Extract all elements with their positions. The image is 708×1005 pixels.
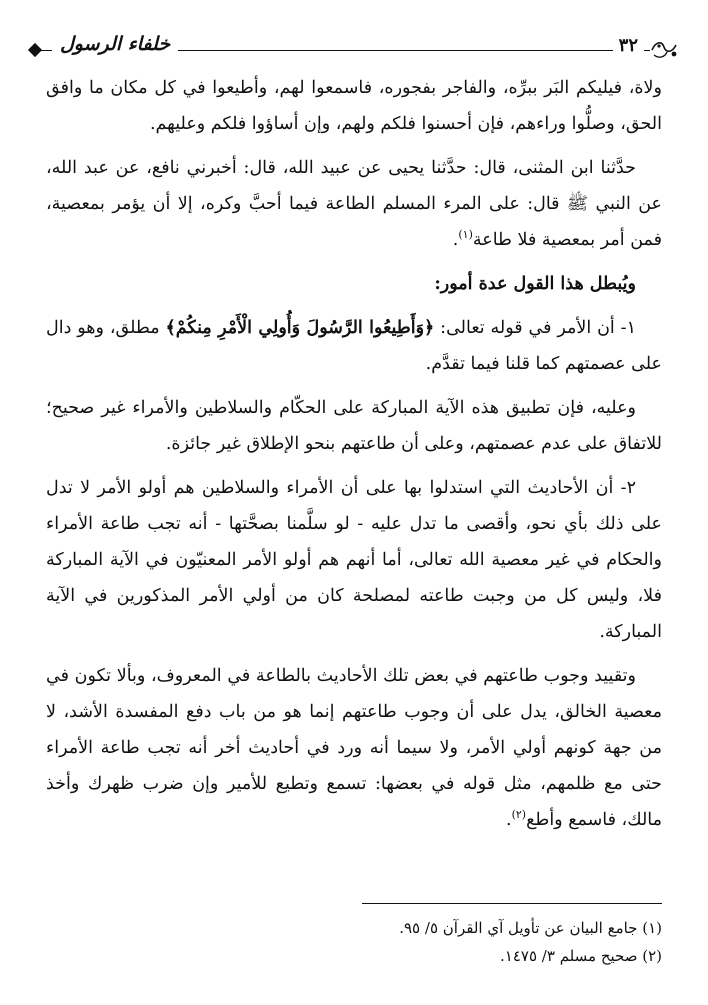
paragraph-text: وتقييد وجوب طاعتهم في بعض تلك الأحاديث بالطاعة في المعروف، وبألا تكون في معصية الخالق، يدل على أن وجوب طاعتهم إنما هو من باب دفع المفسدة الأشد، لا من جهة كونهم أولي الأمر، ولا سيما أنه ورد في أحاديث أخر أنه تجب طاعة الأمراء حتى مع ظلمهم، مثل قوله في بعضها: تسمع وتطيع للأمير وإن ضرب ظهرك وأخذ مالك، فاسمع وأطع [46, 666, 662, 830]
page-number: ٣٢ [613, 35, 644, 56]
paragraph: وعليه، فإن تطبيق هذه الآية المباركة على الحكّام والسلاطين والأمراء غير صحيح؛ للاتفاق على عدم عصمتهم، وعلى أن طاعتهم بنحو الإطلاق غير جائزة. [46, 398, 662, 454]
footnotes [46, 914, 662, 970]
footnote: (١) جامع البيان عن تأويل آي القرآن ٥/ ٩٥. [399, 919, 662, 937]
floral-ornament-icon [650, 37, 680, 63]
footnote-reference: (١) [458, 228, 473, 242]
section-heading: ويُبطل هذا القول عدة أمور: [434, 274, 636, 294]
paragraph-text: مطلق، وهو دال على عصمتهم كما قلنا فيما تقدَّم. [46, 318, 662, 374]
body-text [46, 70, 662, 846]
footnote-reference: (٢) [511, 808, 527, 822]
book-title: خلفاء الرسول [52, 33, 178, 55]
paragraph-text: ١- أن الأمر في قوله تعالى: [434, 318, 636, 338]
paragraph: ٢- أن الأحاديث التي استدلوا بها على أن الأمراء والسلاطين هم أولو الأمر لا تدل على ذلك بأي نحو، وأقصى ما تدل عليه - لو سلَّمنا بصحَّتها - أنه تجب طاعة الأمراء والحكام في غير معصية الله تعالى، أما أنهم هم أولو الأمر المعنيّون في الآية المباركة فلا، وليس كل من وجبت طاعته لمصلحة كان من أولي الأمر المذكورين في الآية المباركة. [46, 478, 662, 642]
quran-verse: ﴿وَأَطِيعُوا الرَّسُولَ وَأُولِي الْأَمْرِ مِنكُمْ﴾ [165, 318, 435, 338]
diamond-ornament-icon [28, 43, 42, 57]
paragraph-text: حدَّثنا ابن المثنى، قال: حدَّثنا يحيى عن عبيد الله، قال: أخبرني نافع، عن عبد الله، عن النبي ﷺ قال: على المرء المسلم الطاعة فيما أحبَّ وكره، إلا أن يؤمر بمعصية، فمن أمر بمعصية فلا طاعة [46, 158, 662, 250]
paragraph [46, 310, 662, 382]
paragraph: وتقييد وجوب طاعتهم في بعض تلك الأحاديث بالطاعة في المعروف، وبألا تكون في معصية الخالق، يدل على أن وجوب طاعتهم إنما هو من باب دفع المفسدة الأشد، لا من جهة كونهم أولي الأمر، ولا سيما أنه ورد في أحاديث أخر أنه تجب طاعة الأمراء حتى مع ظلمهم، مثل قوله في بعضها: تسمع وتطيع للأمير وإن ضرب ظهرك وأخذ مالك، فاسمع وأطع$^{(٢)}$. [46, 666, 662, 830]
footnote-separator [362, 903, 662, 904]
footnote: (٢) صحيح مسلم ٣/ ١٤٧٥. [500, 947, 662, 965]
paragraph: ولاة، فيليكم البَر ببرِّه، والفاجر بفجوره، فاسمعوا لهم، وأطيعوا في كل مكان ما وافق الحق، وصلُّوا وراءهم، فإن أحسنوا فلكم ولهم، وإن أساؤوا فلكم وعليهم. [46, 78, 662, 134]
paragraph: حدَّثنا ابن المثنى، قال: حدَّثنا يحيى عن عبيد الله، قال: أخبرني نافع، عن عبد الله، عن النبي ﷺ قال: على المرء المسلم الطاعة فيما أحبَّ وكره، إلا أن يؤمر بمعصية، فمن أمر بمعصية فلا طاعة$^{(١)}$. [46, 158, 662, 250]
running-header [30, 33, 680, 63]
